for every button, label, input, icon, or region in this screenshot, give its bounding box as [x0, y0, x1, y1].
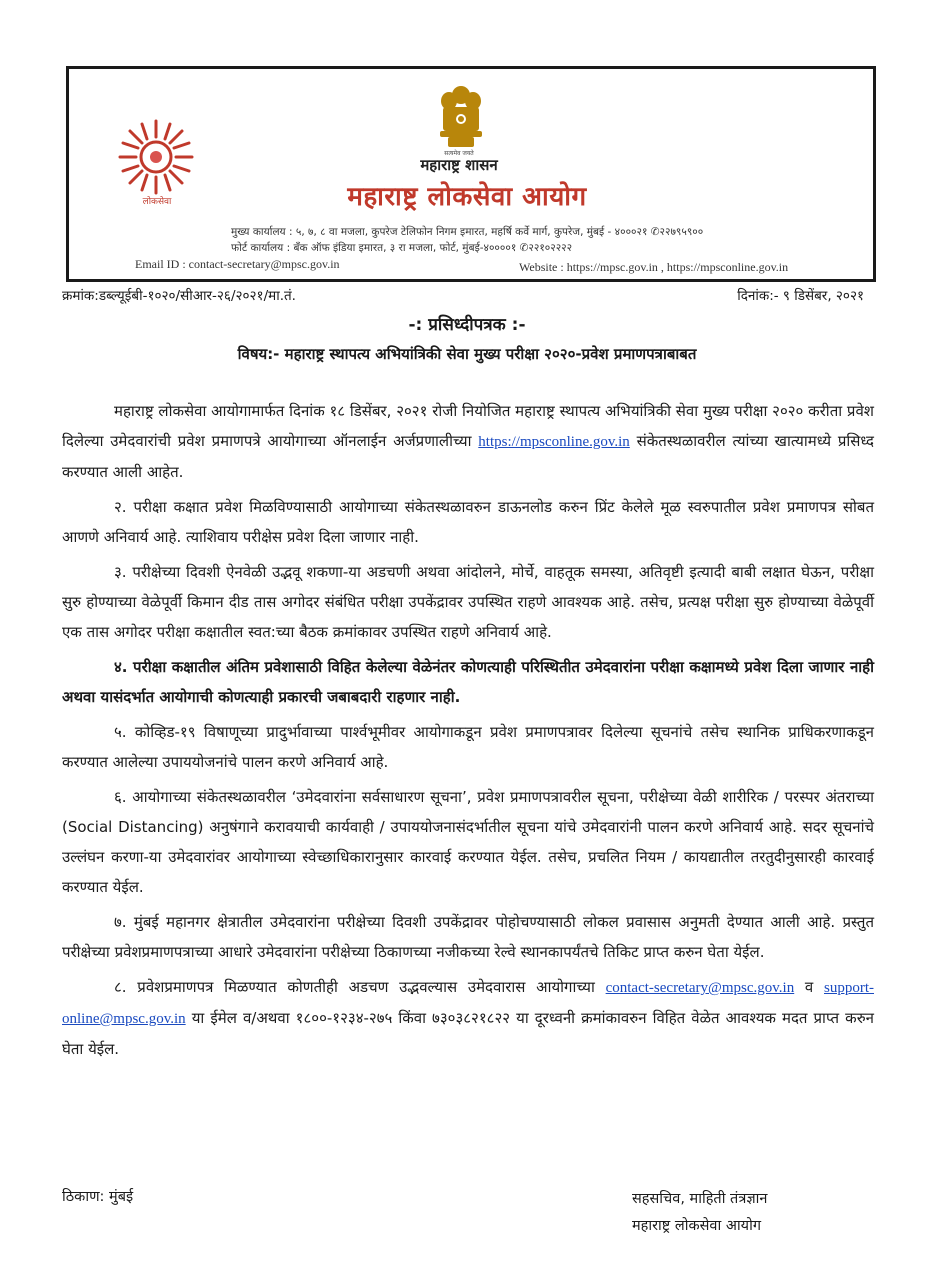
- paragraph-2: २. परीक्षा कक्षात प्रवेश मिळविण्यासाठी आयोगाच्या संकेतस्थळावरुन डाऊनलोड करुन प्रिंट केलेले मूळ स्वरुपातील प्रवेश प्रमाणपत्र सोबत आणणे अनिवार्य आहे. त्याशिवाय परीक्षेस प्रवेश दिला जाणार नाही.: [62, 498, 874, 546]
- notice-date: दिनांक:- ९ डिसेंबर, २०२१: [737, 288, 864, 304]
- mpsc-sun-emblem-icon: [116, 117, 196, 197]
- government-name: महाराष्ट्र शासन: [420, 156, 498, 174]
- paragraph-3: ३. परीक्षेच्या दिवशी ऐनवेळी उद्भवू शकणा-या अडचणी अथवा आंदोलने, मोर्चे, वाहतूक समस्या, अतिवृष्टी इत्यादी बाबी लक्षात घेऊन, परीक्षा सुरु होण्याच्या वेळेपूर्वी किमान दीड तास अगोदर संबंधित परीक्षा उपकेंद्रावर उपस्थित राहणे आवश्यक आहे. तसेच, प्रत्यक्ष परीक्षा सुरु होण्याच्या वेळेपूर्वी एक तास अगोदर परीक्षा कक्षातील स्वत:च्या बैठक क्रमांकावर उपस्थित राहणे अनिवार्य आहे.: [62, 563, 874, 641]
- place: ठिकाण: मुंबई: [62, 1189, 134, 1205]
- support-online-email-link[interactable]: support-online@mpsc.gov.in: [62, 980, 874, 1027]
- contact-secretary-email-link[interactable]: contact-secretary@mpsc.gov.in: [605, 980, 795, 996]
- paragraph-8: [62, 972, 874, 1064]
- notice-body: [62, 396, 874, 1069]
- mpsconline-link[interactable]: https://mpsconline.gov.in: [478, 434, 630, 450]
- notice-subject: विषय:- महाराष्ट्र स्थापत्य अभियांत्रिकी सेवा मुख्य परीक्षा २०२०-प्रवेश प्रमाणपत्राबाबत: [237, 345, 697, 363]
- paragraph-5: ५. कोव्हिड-१९ विषाणूच्या प्रादुर्भावाच्या पार्श्वभूमीवर आयोगाकडून प्रवेश प्रमाणपत्रावर दिलेल्या सूचनांचे तसेच स्थानिक प्राधिकरणाकडून करण्यात आलेल्या उपाययोजनांचे पालन करणे अनिवार्य आहे.: [62, 723, 874, 771]
- paragraph-8-text: ८. प्रवेशप्रमाणपत्र मिळण्यात कोणतीही अडचण उद्भवल्यास उमेदवारास आयोगाच्या: [114, 978, 606, 996]
- paragraph-4: ४. परीक्षा कक्षातील अंतिम प्रवेशासाठी विहित केलेल्या वेळेनंतर कोणत्याही परिस्थितीत उमेदवारांना परीक्षा कक्षामध्ये प्रवेश दिला जाणार नाही अथवा यासंदर्भात आयोगाची कोणत्याही प्रकारची जबाबदारी राहणार नाही.: [62, 658, 874, 706]
- letterhead: [66, 66, 876, 282]
- signatory-office: महाराष्ट्र लोकसेवा आयोग: [632, 1218, 761, 1234]
- reference-number: क्रमांक:डब्ल्यूईबी-१०२०/सीआर-२६/२०२१/मा.तं.: [62, 288, 296, 304]
- signatory-designation: सहसचिव, माहिती तंत्रज्ञान: [632, 1191, 768, 1207]
- paragraph-6: ६. आयोगाच्या संकेतस्थळावरील ‘उमेदवारांना सर्वसाधारण सूचना’, प्रवेश प्रमाणपत्रावरील सूचना, परीक्षेच्या वेळी शारीरिक / परस्पर अंतराच्या (Social Distancing) अनुषंगाने करावयाची कार्यवाही / उपाययोजनासंदर्भातील सूचना यांचे उमेदवारांनी पालन करणे अनिवार्य आहे. सदर सूचनांचे उल्लंघन करणा-या उमेदवारांवर आयोगाच्या स्वेच्छाधिकारानुसार कारवाई करण्यात येईल. तसेच, प्रचलित नियम / कायद्यातील तरतुदीनुसारही कारवाई करण्यात येईल.: [62, 788, 874, 896]
- emblem-motto: सत्यमेव जयते: [444, 150, 474, 157]
- letterhead-email: Email ID : contact-secretary@mpsc.gov.in: [135, 257, 340, 271]
- main-office-address: मुख्य कार्यालय : ५, ७, ८ वा मजला, कुपरेज टेलिफोन निगम इमारत, महर्षि कर्वे मार्ग, कुपरेज, मुंबई - ४०००२१ ✆२२७९५९००: [231, 226, 704, 238]
- paragraph-1-text: महाराष्ट्र लोकसेवा आयोगामार्फत दिनांक १८ डिसेंबर, २०२१ रोजी नियोजित महाराष्ट्र स्थापत्य अभियांत्रिकी सेवा मुख्य परीक्षा २०२० करीता प्रवेश दिलेल्या उमेदवारांची प्रवेश प्रमाणपत्रे आयोगाच्या ऑनलाईन अर्जप्रणालीच्या: [62, 402, 874, 450]
- paragraph-7: ७. मुंबई महानगर क्षेत्रातील उमेदवारांना परीक्षेच्या दिवशी उपकेंद्रावर पोहोचण्यासाठी लोकल प्रवासास अनुमती देण्यात आली आहे. प्रस्तुत परीक्षेच्या प्रवेशप्रमाणपत्राच्या आधारे उमेदवारांना परीक्षेच्या ठिकाणच्या नजीकच्या रेल्वे स्थानकापर्यंतचे तिकिट प्राप्त करुन घेता येईल.: [62, 913, 874, 961]
- paragraph-1-text-end: संकेतस्थळावरील त्यांच्या खात्यामध्ये प्रसिध्द करण्यात आली आहेत.: [62, 432, 874, 481]
- paragraph-1: [62, 396, 874, 487]
- commission-name: महाराष्ट्र लोकसेवा आयोग: [347, 182, 587, 212]
- signature-block: [632, 1186, 767, 1240]
- notice-title: -: प्रसिध्दीपत्रक :-: [408, 315, 526, 335]
- left-emblem-caption: लोकसेवा: [142, 197, 172, 207]
- fort-office-address: फोर्ट कार्यालय : बँक ऑफ इंडिया इमारत, ३ रा मजला, फोर्ट, मुंबई-४००००१ ✆२२१०२२२२: [231, 242, 573, 254]
- ashoka-emblem-icon: [434, 83, 488, 153]
- letterhead-website: Website : https://mpsc.gov.in , https://mpsconline.gov.in: [519, 260, 789, 274]
- paragraph-8-text-end: या ईमेल व/अथवा १८००-१२३४-२७५ किंवा ७३०३८२१८२२ या दूरध्वनी क्रमांकावरुन विहित वेळेत आवश्यक मदत प्राप्त करुन घेता येईल.: [62, 1009, 874, 1058]
- paragraph-8-text-mid: व: [794, 978, 824, 996]
